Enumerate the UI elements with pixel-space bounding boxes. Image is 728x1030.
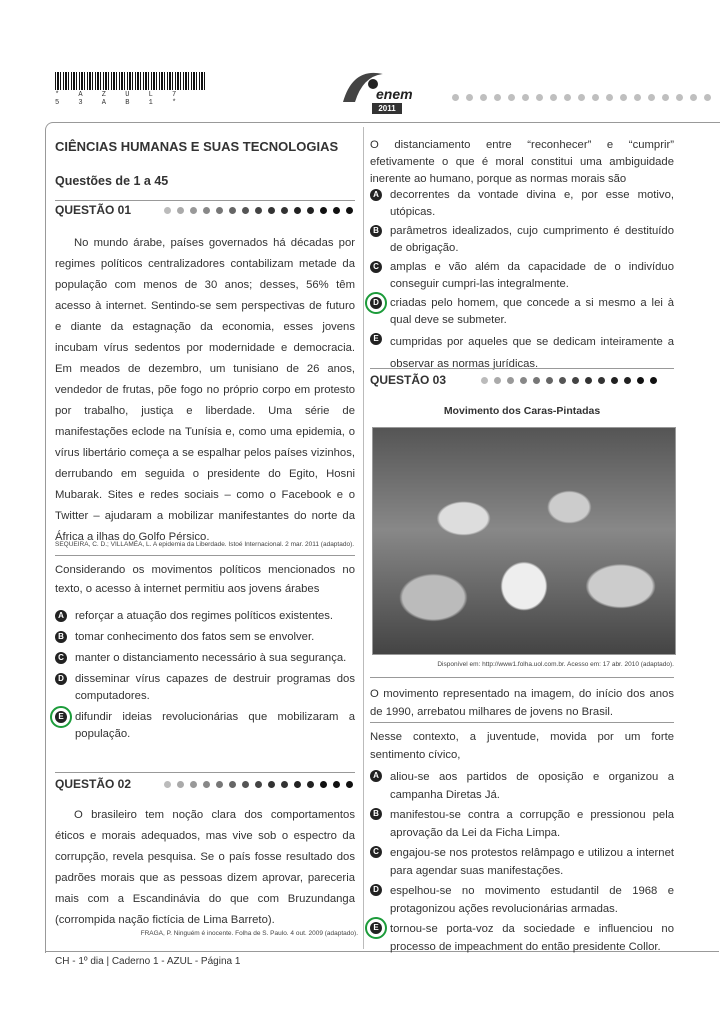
- q2-option-c[interactable]: [370, 259, 674, 293]
- q1-label: QUESTÃO 01: [55, 203, 132, 217]
- q2-option-a[interactable]: [370, 187, 674, 221]
- option-text: engajou-se nos protestos relâmpago e utilizou a internet para agendar suas manifestações.: [390, 847, 674, 877]
- option-text: parâmetros idealizados, cujo cumprimento é destituído de obrigação.: [390, 225, 674, 254]
- q1-option-c[interactable]: [55, 650, 355, 667]
- q1-divider: [55, 200, 355, 201]
- q1-stem: Considerando os movimentos políticos mencionados no texto, o acesso à internet permitiu aos jovens árabes: [55, 564, 355, 595]
- option-text: decorrentes da vontade divina e, por esse motivo, utópicas.: [390, 189, 674, 218]
- q3-option-d[interactable]: [370, 882, 674, 918]
- q2-divider: [55, 772, 355, 773]
- option-letter: B: [370, 225, 382, 237]
- q2-dots: [164, 781, 353, 788]
- q3-options: [370, 768, 674, 956]
- q2-option-d[interactable]: [370, 295, 674, 329]
- option-letter: D: [55, 673, 67, 685]
- q3-text: O movimento representado na imagem, do início dos anos de 1990, arrebatou milhares de jovens no Brasil.: [370, 688, 674, 718]
- option-letter: E: [370, 333, 382, 345]
- option-letter: C: [55, 652, 67, 664]
- q1-stem-divider: [55, 555, 355, 556]
- q1-dots: [164, 207, 353, 214]
- q3-option-a[interactable]: [370, 768, 674, 804]
- barcode-text: * A Z U L 7 5 3 A B 1 *: [55, 91, 184, 107]
- q3-label: QUESTÃO 03: [370, 373, 447, 387]
- q1-option-e[interactable]: [55, 709, 355, 743]
- q1-source: SEQUEIRA, C. D.; VILLAMÉA, L. A epidemia da Liberdade. Istoé Internacional. 2 mar. 2011 (adaptado).: [55, 541, 355, 548]
- q3-stem-divider: [370, 722, 674, 723]
- page-footer: CH - 1º dia | Caderno 1 - AZUL - Página 1: [55, 956, 241, 967]
- q3-stem: Nesse contexto, a juventude, movida por um forte sentimento cívico,: [370, 731, 674, 761]
- q3-text-divider: [370, 677, 674, 678]
- column-divider: [363, 127, 364, 949]
- option-letter: A: [370, 770, 382, 782]
- option-text: manter o distanciamento necessário à sua segurança.: [75, 652, 347, 664]
- option-text: criadas pelo homem, que concede a si mesmo a lei à qual deve se submeter.: [390, 297, 674, 326]
- option-text: difundir ideias revolucionárias que mobilizaram a população.: [75, 711, 355, 740]
- q2-source: FRAGA, P. Ninguém é inocente. Folha de S. Paulo. 4 out. 2009 (adaptado).: [140, 930, 358, 937]
- q3-option-c[interactable]: [370, 844, 674, 880]
- logo-text: enem: [376, 86, 413, 102]
- option-letter: C: [370, 261, 382, 273]
- section-subtitle: Questões de 1 a 45: [55, 174, 169, 188]
- option-letter: B: [370, 808, 382, 820]
- option-letter: B: [55, 631, 67, 643]
- q1-option-d[interactable]: [55, 671, 355, 705]
- q2-text: O brasileiro tem noção clara dos comportamentos éticos e morais adequados, mas vive sob o espectro da corrupção, revela pesquisa. Se o país fosse resultado dos padrões morais que as pessoas dizem aprovar, pareceria mais com a Escandinávia do que com Bruzundanga (corrompida nação fictícia de Lima Barreto).: [55, 809, 355, 926]
- q2-options: [370, 187, 674, 375]
- option-text: tornou-se porta-voz da sociedade e influenciou no processo de impeachment do então presidente Collor.: [390, 923, 674, 953]
- option-text: manifestou-se contra a corrupção e pressionou pela aprovação da Lei da Ficha Limpa.: [390, 809, 674, 839]
- option-text: espelhou-se no movimento estudantil de 1968 e protagonizou ações revolucionárias armadas.: [390, 885, 674, 915]
- option-letter: C: [370, 846, 382, 858]
- option-text: aliou-se aos partidos de oposição e organizou a campanha Diretas Já.: [390, 771, 674, 801]
- q1-option-a[interactable]: [55, 608, 355, 625]
- q3-dots: [481, 377, 657, 384]
- q2-option-b[interactable]: [370, 223, 674, 257]
- q1-options: [55, 608, 355, 743]
- q1-text: No mundo árabe, países governados há décadas por regimes políticos centralizadores contabilizam metade da população com menos de 30 anos; desses, 56% têm acesso à internet. Sentindo-se sem perspectivas de futuro e diante da estagnação da economia, esses jovens incubam vírus sedentos por modernidade e democracia. Em meados de dezembro, um tunisiano de 26 anos, vendedor de frutas, põe fogo no próprio corpo em protesto por trabalho, justiça e liberdade. Uma série de manifestações eclode na Tunísia e, como uma epidemia, o vírus libertário começa a se espalhar pelos países vizinhos, derrubando em seguida o presidente do Egito, Hosni Mubarak. Sites e redes sociais – como o Facebook e o Twitter – ajudaram a mobilizar manifestantes do norte da África a ilhas do Golfo Pérsico.: [55, 237, 355, 543]
- q3-option-b[interactable]: [370, 806, 674, 842]
- option-text: cumpridas por aqueles que se dedicam inteiramente a observar as normas jurídicas.: [390, 336, 674, 370]
- q1-option-b[interactable]: [55, 629, 355, 646]
- option-text: tomar conhecimento dos fatos sem se envolver.: [75, 631, 315, 643]
- q3-image-title: Movimento dos Caras-Pintadas: [443, 405, 601, 417]
- barcode: [55, 72, 205, 90]
- option-letter-marked: D: [370, 297, 382, 309]
- option-letter-marked: E: [370, 922, 382, 934]
- q3-divider: [370, 368, 674, 369]
- q3-image-source: Disponível em: http://www1.folha.uol.com.br. Acesso em: 17 abr. 2010 (adaptado).: [437, 661, 674, 668]
- option-letter: D: [370, 884, 382, 896]
- section-title: CIÊNCIAS HUMANAS E SUAS TECNOLOGIAS: [55, 139, 339, 154]
- option-letter: A: [55, 610, 67, 622]
- option-text: disseminar vírus capazes de destruir programas dos computadores.: [75, 673, 355, 702]
- q2-stem: O distanciamento entre “reconhecer” e “cumprir” efetivamente o que é moral constitui uma ambiguidade inerente ao humano, porque as normas morais são: [370, 139, 674, 185]
- q2-label: QUESTÃO 02: [55, 777, 132, 791]
- logo-year: 2011: [372, 103, 402, 114]
- header-dots: [452, 94, 711, 101]
- option-text: amplas e vão além da capacidade de o indivíduo conseguir cumpri-las integralmente.: [390, 261, 674, 290]
- option-letter-marked: E: [55, 711, 67, 723]
- option-letter: A: [370, 189, 382, 201]
- option-text: reforçar a atuação dos regimes políticos existentes.: [75, 610, 334, 622]
- protest-photo: [372, 427, 676, 655]
- q3-option-e[interactable]: [370, 920, 674, 956]
